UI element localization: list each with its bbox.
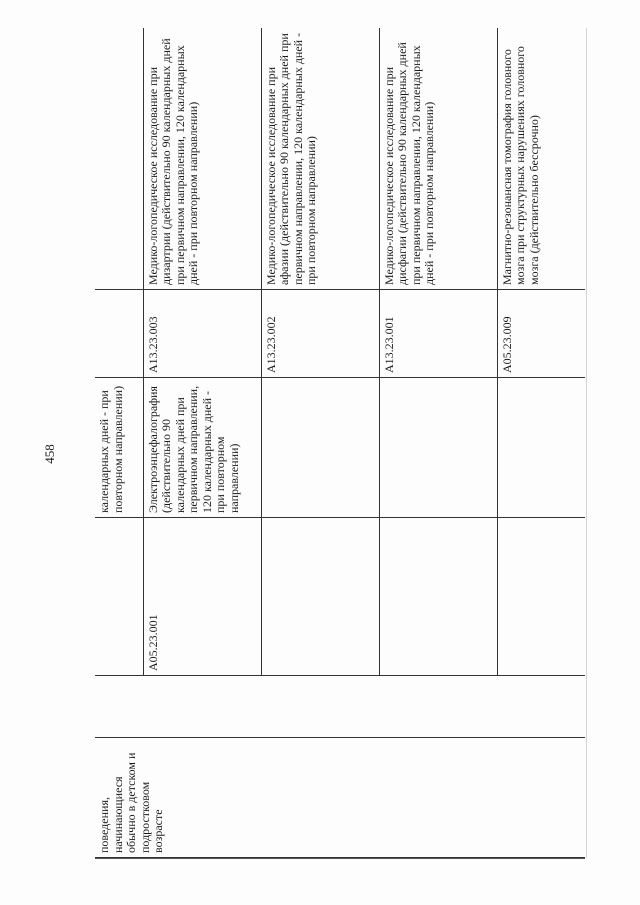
code-a-cell [379, 518, 497, 676]
code-b-cell [95, 290, 143, 378]
service-b-cell: Медико-логопедическое исследование при афазии (действительно 90 календарных дней при первичном направлении, 120 календарных дней - при повторном направлении) [261, 28, 379, 290]
rotated-table-container [95, 28, 585, 858]
code-a-cell: A05.23.001 [143, 518, 261, 676]
service-b-cell [95, 28, 143, 290]
table-sheet [95, 28, 585, 858]
service-a-cell: календарных дней - при повторном направлении) [95, 378, 143, 518]
table-bottom-rule [95, 858, 585, 859]
service-a-cell [497, 378, 585, 518]
services-table [95, 28, 585, 858]
code-a-cell [95, 518, 143, 676]
service-b-cell: Медико-логопедическое исследование при дизартрии (действительно 90 календарных дней при первичном направлении, 120 календарных дней - при повторном направлении) [143, 28, 261, 290]
diagnosis-cell: поведения, начинающиеся обычно в детском и подростковом возрасте [95, 738, 585, 858]
blank-cell [95, 676, 585, 738]
code-b-cell: A05.23.009 [497, 290, 585, 378]
table-row [95, 28, 143, 858]
code-b-cell: A13.23.001 [379, 290, 497, 378]
scan-edge-shadow [586, 28, 587, 858]
service-b-cell: Медико-логопедическое исследование при дисфагии (действительно 90 календарных дней при первичном направлении, 120 календарных дней - при повторном направлении) [379, 28, 497, 290]
code-b-cell: A13.23.003 [143, 290, 261, 378]
code-a-cell [261, 518, 379, 676]
page-number: 458 [42, 444, 57, 464]
service-a-cell [379, 378, 497, 518]
service-a-cell: Электроэнцефалография (действительно 90 календарных дней при первичном направлении, 120 календарных дней - при повторном направлении) [143, 378, 261, 518]
service-b-cell: Магнитно-резонансная томография головного мозга при структурных нарушениях головного мозга (действительно бессрочно) [497, 28, 585, 290]
code-a-cell [497, 518, 585, 676]
code-b-cell: A13.23.002 [261, 290, 379, 378]
service-a-cell [261, 378, 379, 518]
